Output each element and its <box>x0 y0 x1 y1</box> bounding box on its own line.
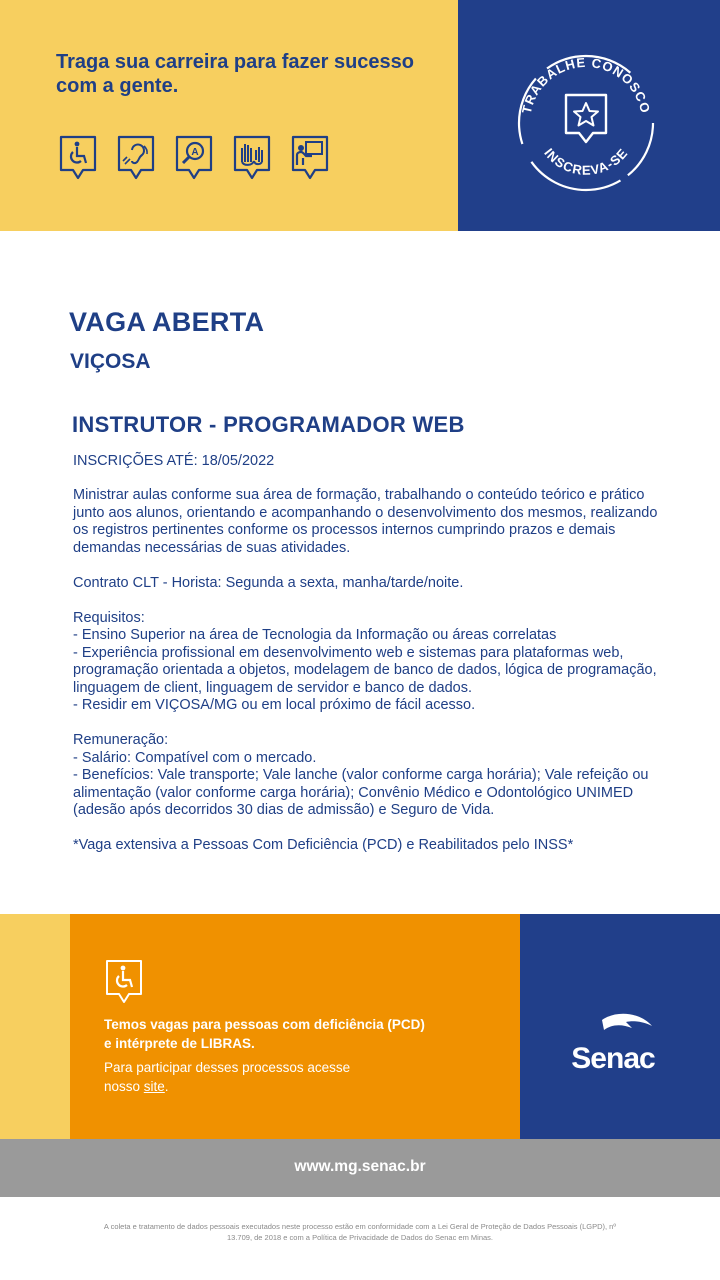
lgpd-disclaimer: A coleta e tratamento de dados pessoais executados neste processo estão em conformidade com a Lei Geral de Proteção de Dados Pessoais (LGPD), nº 13.709, de 2018 e com a Política de Privacidade de Dados do Senac em Minas. <box>103 1222 617 1242</box>
accessibility-icons <box>58 134 330 182</box>
badge-top-text: TRABALHE CONOSCO <box>518 54 654 116</box>
wheelchair-icon <box>58 134 98 182</box>
website-link[interactable]: www.mg.senac.br <box>294 1158 426 1175</box>
badge-bottom-text: INSCREVA-SE <box>541 145 631 178</box>
requirements-heading: Requisitos: <box>73 609 145 626</box>
page-title: VAGA ABERTA <box>69 307 265 337</box>
pcd-instructions-end: . <box>164 1079 169 1094</box>
senac-logo-text: Senac <box>571 1042 655 1075</box>
header-tagline: Traga sua carreira para fazer sucesso com a gente. <box>56 51 414 97</box>
contract-info: Contrato CLT - Horista: Segunda a sexta, manha/tarde/noite. <box>73 574 464 591</box>
trabalhe-conosco-badge[interactable] <box>508 45 664 201</box>
job-city: VIÇOSA <box>70 350 151 373</box>
remuneration-item: - Benefícios: Vale transporte; Vale lanche (valor conforme carga horária); Vale refeição ou alimentação (valor conforme carga horária); Convênio Médico e Odontológico UNIMED (adesão após decorridos 30 dias de admissão) e Seguro de Vida. <box>73 767 649 818</box>
remuneration-item: - Salário: Compatível com o mercado. <box>73 749 317 766</box>
svg-text:TRABALHE CONOSCO <box>519 55 653 115</box>
requirement-item: - Residir em VIÇOSA/MG ou em local próximo de fácil acesso. <box>73 697 476 713</box>
hearing-icon <box>116 134 156 182</box>
star-icon <box>566 95 606 142</box>
pcd-instructions <box>104 1058 364 1096</box>
job-title: INSTRUTOR - PROGRAMADOR WEB <box>72 412 465 437</box>
magnifier-icon <box>174 134 214 182</box>
remuneration-heading: Remuneração: <box>73 732 169 748</box>
job-description-block <box>73 487 663 872</box>
footer-yellow-strip <box>0 914 70 1139</box>
svg-text:A: A <box>191 147 199 158</box>
pcd-vacancies-text: Temos vagas para pessoas com deficiência (PCD) e intérprete de LIBRAS. <box>104 1017 425 1051</box>
sign-language-icon <box>232 134 272 182</box>
application-deadline: INSCRIÇÕES ATÉ: 18/05/2022 <box>73 453 275 469</box>
requirement-item: - Experiência profissional em desenvolvimento web e sistemas para plataformas web, programação orientada a objetos, modelagem de banco de dados, lógica de programação, linguagem de client, linguagem de servidor e banco de dados. <box>73 644 657 696</box>
svg-text:INSCREVA-SE <box>541 145 631 178</box>
pcd-extension-note: *Vaga extensiva a Pessoas Com Deficiência (PCD) e Reabilitados pelo INSS* <box>73 837 574 853</box>
job-description: Ministrar aulas conforme sua área de formação, trabalhando o conteúdo teórico e prático junto aos alunos, orientando e acompanhando o desenvolvimento dos mesmos, realizando os registros pertinentes conforme os processos internos cumprindo prazos e demais demandas necessárias de suas atividades. <box>73 487 658 556</box>
site-link[interactable]: site <box>143 1079 165 1094</box>
pcd-instructions-text: Para participar desses processos acesse nosso <box>104 1060 351 1094</box>
header-yellow-panel <box>0 0 458 231</box>
interpreter-icon <box>290 134 330 182</box>
requirement-item: - Ensino Superior na área de Tecnologia da Informação ou áreas correlatas <box>73 627 557 643</box>
wheelchair-icon <box>104 958 144 1006</box>
senac-logo <box>558 1008 668 1076</box>
